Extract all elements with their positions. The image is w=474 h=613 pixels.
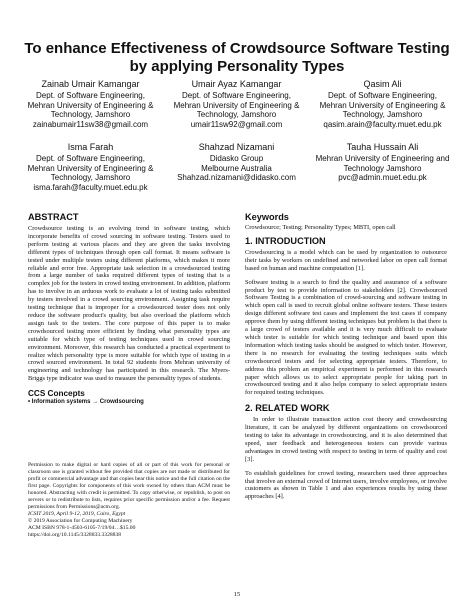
author-affiliation: Technology Jamshoro [343, 163, 422, 173]
author-affiliation: Technology, Jamshoro [342, 110, 423, 120]
introduction-heading: 1. INTRODUCTION [245, 235, 326, 246]
conference-line: ICSIT 2019, April 9-12, 2019, Cairo, Egypt [28, 511, 126, 517]
author-affiliation: Dept. of Software Engineering, [36, 154, 145, 163]
permission-text: Permission to make digital or hard copies of all or part of this work for personal or classroom use is granted without fee provided that copies are not made or distributed for profit or commercial advantage and that copies bear this notice and the full citation on the first page. Copyrights for components of this work owned by others than ACM must be honored. Abstracting with credit is permitted. To copy otherwise, or republish, to post on servers or to redistribute to lists, requires prior specific permission and/or a fee. Request permissions from Permissions@acm.org. [28, 462, 230, 510]
author-affiliation: Mehran University of Engineering & [27, 100, 154, 110]
author-email[interactable]: zainabumair11sw38@gmail.com [32, 119, 149, 129]
author-affiliation: Dept. of Software Engineering, [182, 91, 291, 100]
ccs-heading: CCS Concepts [28, 389, 85, 399]
author-5 [164, 142, 309, 183]
author-2 [164, 79, 309, 129]
related-paragraph-1: In order to illustrate transaction action cost theory and crowdsourcing literature, it can be analyzed by different organizations on crowdsourced testing to take its advantage in crowdsourcing, and it is also determined that speed, user feedback and heterogeneous testers can provide various advantages in crowd testing with respect to testing in term of quality and cost [3]. [245, 416, 447, 463]
author-3 [310, 79, 455, 129]
author-email[interactable]: pvc@admin.muet.edu.pk [338, 173, 427, 183]
author-name: Qasim Ali [363, 79, 402, 89]
author-4 [18, 142, 163, 192]
author-affiliation: Technology, Jamshoro [50, 173, 131, 183]
isbn-line: ACM ISBN 978-1-4503-6105-7/19/04…$15.00 [28, 525, 136, 531]
author-affiliation: Mehran University of Engineering & [319, 100, 446, 110]
page-number: 15 [233, 591, 241, 598]
right-column [245, 212, 447, 501]
related-work-heading: 2. RELATED WORK [245, 403, 330, 414]
author-name: Umair Ayaz Kamangar [191, 79, 282, 89]
intro-paragraph-1: Crowdsourcing is a model which can be used by organization to outsource their tasks by workers on undefined and networked labor on open call format based on human and machine computation [1]. [245, 248, 447, 272]
author-email[interactable]: qasim.arain@faculty.muet.edu.pk [323, 119, 442, 129]
author-affiliation: Technology, Jamshoro [196, 110, 277, 120]
abstract-text: Crowdsource testing is an evolving trend in software testing, which incorporate benefits of crowd sourcing in software testing. Testers used to perform testing at various places and they are given the tasks involving different types of techniques through open call format. It means software is tested under multiple testers using different platforms, which makes it more reliable and error free. Appropriate task selection in a crowdsourced testing from a large number of tasks required different types of testing that is a complex job for the testers in crowd testing environment. In addition, platform has to involve in an arduous work to evaluate a lot of testing tasks submitted by testers involved in a crowd sourcing environment. Assigning task require testing technique that is improper for a crowdsourced tester does not only reduce the software product's quality, but also overload the platform which assign task to the testers. The core purpose of this paper is to make crowdsourced testing more efficient by finding what personality types are suitable for which type of testing techniques used in crowd sourcing environment. Moreover, this research has conducted a practical experiment to realize which personality type is more suitable for which type of testing in a crowd sourced environment. In total 92 students from Mehran university of engineering and technology has participated in this research. The Myers-Briggs type indicator was used to measure the personality types of students. [28, 225, 230, 383]
left-column [28, 212, 230, 407]
author-affiliation: Dept. of Software Engineering, [36, 91, 145, 100]
keywords-text: Crowdsource; Testing; Personality Types; MBTI, open call [245, 224, 396, 231]
author-affiliation: Didasko Group [209, 154, 264, 163]
author-name: Tauha Hussain Ali [346, 142, 419, 152]
author-affiliation: Mehran University of Engineering and [315, 154, 450, 163]
author-1 [18, 79, 163, 129]
ccs-text: • Information systems → Crowdsourcing [28, 399, 144, 406]
paper-title: To enhance Effectiveness of Crowdsource Software Testing by applying Personality Types [24, 40, 450, 75]
author-affiliation: Melbourne Australia [201, 163, 272, 173]
author-name: Isma Farah [67, 142, 114, 152]
author-name: Zainab Umair Kamangar [41, 79, 140, 89]
permission-block [28, 462, 230, 539]
author-6 [310, 142, 455, 183]
related-paragraph-2: To establish guidelines for crowd testing, researchers used three approaches that involve an external crowd of Internet users, involve employees, or involve customers as shown in Table 1 and also experiences results by using these approaches [4]. [245, 469, 447, 501]
author-email[interactable]: umair11sw92@gmail.com [190, 119, 283, 129]
author-name: Shahzad Nizamani [198, 142, 275, 152]
author-affiliation: Mehran University of Engineering & [173, 100, 300, 110]
author-affiliation: Technology, Jamshoro [50, 110, 131, 120]
keywords-heading: Keywords [245, 212, 289, 222]
author-affiliation: Mehran University of Engineering & [27, 163, 154, 173]
author-email[interactable]: isma.farah@faculty.muet.edu.pk [33, 182, 148, 192]
abstract-heading: ABSTRACT [28, 212, 79, 222]
doi-line: https://doi.org/10.1145/3328833.3328838 [28, 532, 122, 538]
copyright-line: © 2019 Association for Computing Machinery [28, 518, 133, 524]
author-email[interactable]: Shahzad.nizamani@didasko.com [177, 173, 296, 183]
author-affiliation: Dept. of Software Engineering, [328, 91, 437, 100]
intro-paragraph-2: Software testing is a search to find the quality and assurance of a software product by test to provide information to stakeholders [2]. Crowdsourced Software Testing is a combination of crowd-sourcing and software testing in which open call is used to recruit global online software testers. These testers design different software test cases and implement the test cases if company approve them by using different testing techniques but problem is that there is a large crowd of testers available and it is very much difficult to evaluate which tester is suitable for which testing technique and based upon this information which testing tasks should be assigned to which tester. However, there is no research for evaluating the testing techniques suits which crowdsourced testers and for selecting appropriate testers. Therefore, to address this problem an empirical experiment is performed in this research paper which allows us to select appropriate people for taking part in crowdsourced testing and it also helps company to select appropriate testers for required testing techniques. [245, 278, 447, 397]
